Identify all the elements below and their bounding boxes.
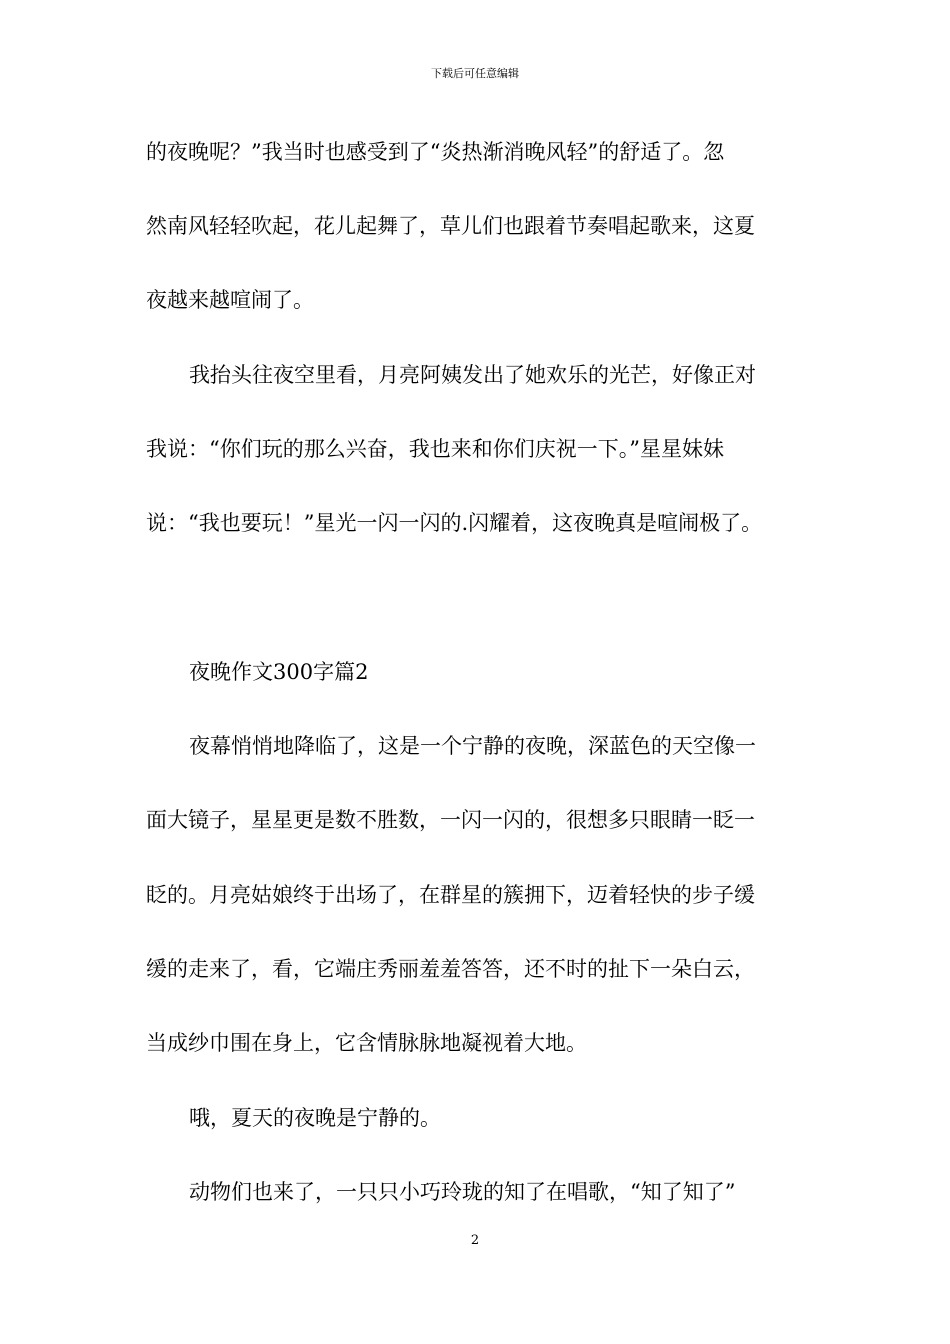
text-line: 我说：“你们玩的那么兴奋，我也来和你们庆祝一下。”星星妹妹 [146,437,724,461]
page-number: 2 [470,1233,480,1248]
text-line: 然南风轻轻吹起，花儿起舞了，草儿们也跟着节奏唱起歌来，这夏 [146,214,755,238]
page-header: 下载后可任意编辑 [431,67,519,80]
text-line: 夜越来越喧闹了。 [146,288,314,312]
text-line: 我抬头往夜空里看，月亮阿姨发出了她欢乐的光芒，好像正对 [189,363,756,387]
section-heading: 夜晚作文300字篇2 [189,660,369,684]
text-line: 说：“我也要玩！”星光一闪一闪的.闪耀着，这夜晚真是喧闹极了。 [146,511,763,535]
text-line: 夜幕悄悄地降临了，这是一个宁静的夜晚，深蓝色的天空像一 [189,734,756,758]
text-line: 眨的。月亮姑娘终于出场了，在群星的簇拥下，迈着轻快的步子缓 [146,883,755,907]
text-line: 的夜晚呢？”我当时也感受到了“炎热渐消晚风轻”的舒适了。忽 [146,140,725,164]
text-line: 哦，夏天的夜晚是宁静的。 [189,1106,441,1130]
text-line: 缓的走来了，看，它端庄秀丽羞羞答答，还不时的扯下一朵白云， [146,957,755,981]
text-line: 当成纱巾围在身上，它含情脉脉地凝视着大地。 [146,1031,587,1055]
text-line: 面大镜子，星星更是数不胜数，一闪一闪的，很想多只眼睛一眨一 [146,808,755,832]
text-line: 动物们也来了，一只只小巧玲珑的知了在唱歌，“知了知了” [189,1180,736,1204]
